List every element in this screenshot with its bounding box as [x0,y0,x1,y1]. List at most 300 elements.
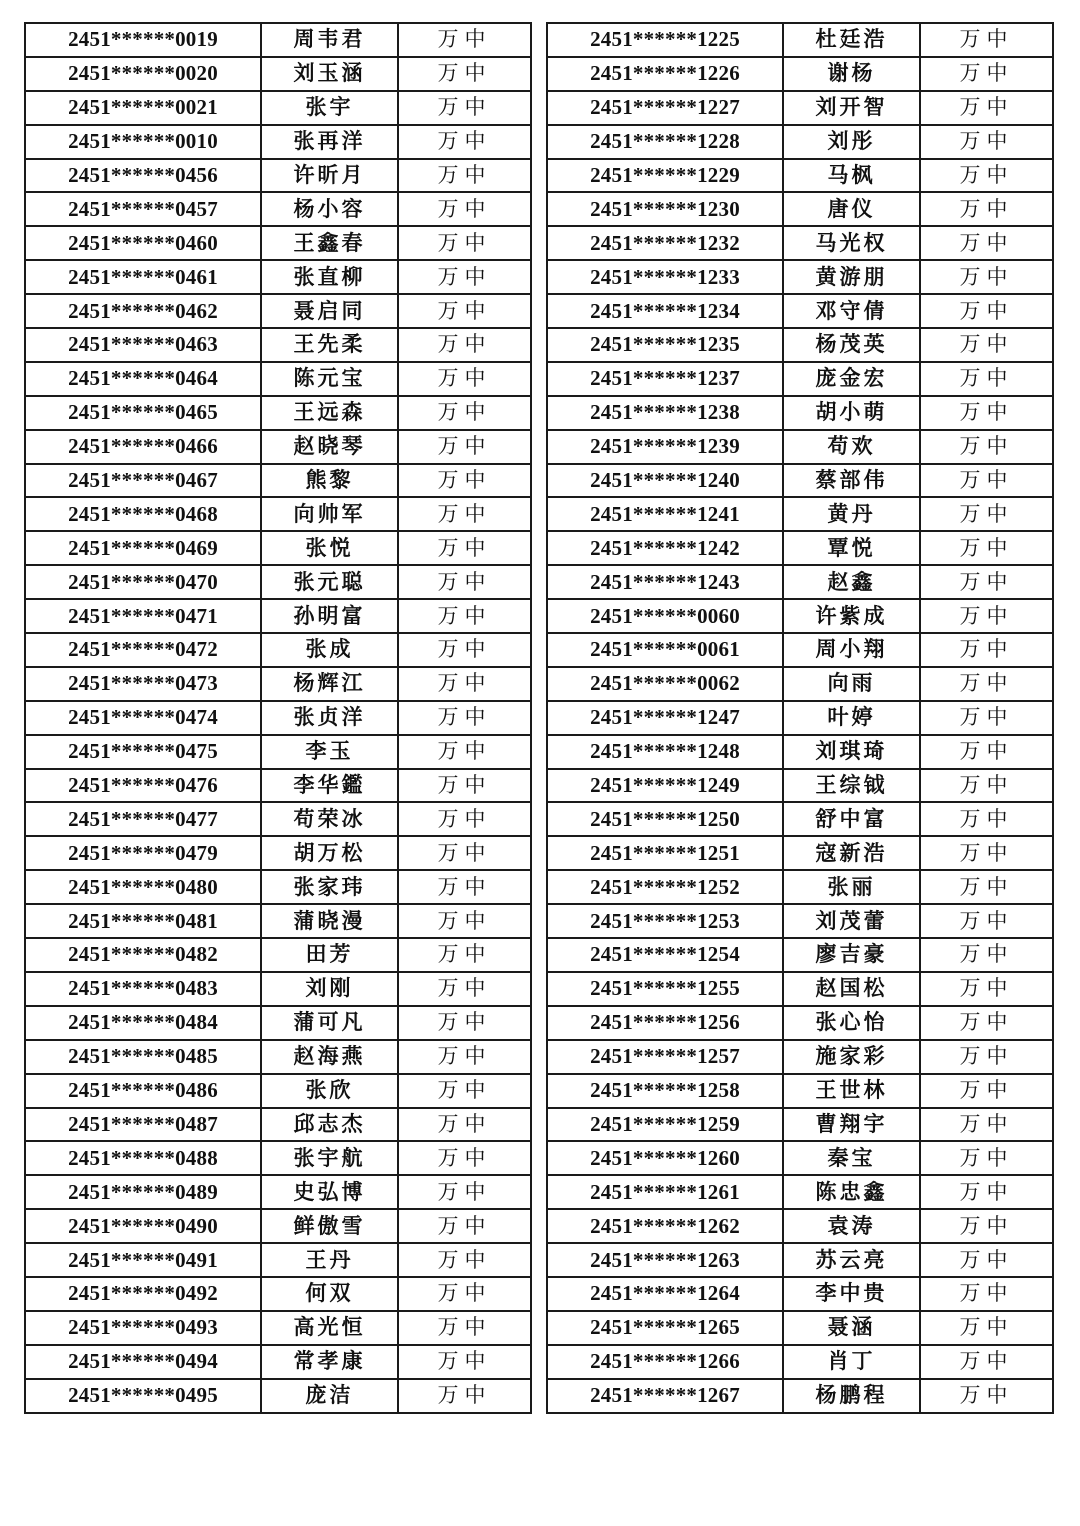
student-name-cell: 肖丁 [783,1345,920,1379]
exam-id-cell: 2451******0477 [25,802,261,836]
school-cell: 万中 [920,125,1053,159]
student-name-cell: 赵海燕 [261,1040,398,1074]
student-name-cell: 苟欢 [783,430,920,464]
school-cell: 万中 [398,633,531,667]
student-name-cell: 杨茂英 [783,328,920,362]
table-row [25,1006,531,1040]
student-name-cell: 庞金宏 [783,362,920,396]
school-cell: 万中 [920,938,1053,972]
school-cell: 万中 [398,599,531,633]
table-row [547,1040,1053,1074]
table-row [547,667,1053,701]
student-name-cell: 张丽 [783,870,920,904]
table-row [25,1141,531,1175]
school-cell: 万中 [398,1175,531,1209]
exam-id-cell: 2451******1226 [547,57,783,91]
student-name-cell: 常孝康 [261,1345,398,1379]
school-cell: 万中 [398,802,531,836]
exam-id-cell: 2451******0469 [25,531,261,565]
table-row [547,497,1053,531]
student-name-cell: 李华鑑 [261,769,398,803]
school-cell: 万中 [920,464,1053,498]
student-name-cell: 唐仪 [783,192,920,226]
school-cell: 万中 [398,1345,531,1379]
school-cell: 万中 [920,1209,1053,1243]
exam-id-cell: 2451******1234 [547,294,783,328]
table-row [25,769,531,803]
exam-id-cell: 2451******1228 [547,125,783,159]
school-cell: 万中 [920,328,1053,362]
student-name-cell: 陈元宝 [261,362,398,396]
table-row [25,565,531,599]
school-cell: 万中 [920,192,1053,226]
school-cell: 万中 [920,91,1053,125]
school-cell: 万中 [920,1141,1053,1175]
school-cell: 万中 [920,1074,1053,1108]
table-row [547,1345,1053,1379]
student-name-cell: 杨鹏程 [783,1379,920,1413]
table-row [547,531,1053,565]
table-row [25,159,531,193]
student-name-cell: 何双 [261,1277,398,1311]
table-row [25,464,531,498]
table-row [25,1277,531,1311]
table-row [25,430,531,464]
student-name-cell: 蒲可凡 [261,1006,398,1040]
school-cell: 万中 [398,1006,531,1040]
exam-id-cell: 2451******0460 [25,226,261,260]
school-cell: 万中 [920,497,1053,531]
student-table-right-body [547,23,1053,1413]
student-name-cell: 张悦 [261,531,398,565]
school-cell: 万中 [398,836,531,870]
exam-id-cell: 2451******1252 [547,870,783,904]
student-name-cell: 廖吉豪 [783,938,920,972]
table-row [547,294,1053,328]
student-name-cell: 向雨 [783,667,920,701]
school-cell: 万中 [920,836,1053,870]
exam-id-cell: 2451******0464 [25,362,261,396]
student-table-right [546,22,1054,1414]
school-cell: 万中 [398,1108,531,1142]
table-row [25,904,531,938]
exam-id-cell: 2451******1261 [547,1175,783,1209]
student-name-cell: 许昕月 [261,159,398,193]
student-name-cell: 张直柳 [261,260,398,294]
exam-id-cell: 2451******1264 [547,1277,783,1311]
table-row [25,701,531,735]
student-name-cell: 曹翔宇 [783,1108,920,1142]
school-cell: 万中 [398,1074,531,1108]
table-row [547,870,1053,904]
table-row [547,1175,1053,1209]
school-cell: 万中 [920,870,1053,904]
table-row [547,701,1053,735]
exam-id-cell: 2451******0491 [25,1243,261,1277]
table-row [547,1311,1053,1345]
exam-id-cell: 2451******1265 [547,1311,783,1345]
school-cell: 万中 [920,159,1053,193]
student-name-cell: 舒中富 [783,802,920,836]
exam-id-cell: 2451******1262 [547,1209,783,1243]
student-name-cell: 刘刚 [261,972,398,1006]
table-row [547,159,1053,193]
school-cell: 万中 [920,1108,1053,1142]
table-row [25,57,531,91]
exam-id-cell: 2451******1247 [547,701,783,735]
table-row [547,1243,1053,1277]
student-name-cell: 高光恒 [261,1311,398,1345]
table-row [25,1175,531,1209]
table-row [547,464,1053,498]
student-name-cell: 赵晓琴 [261,430,398,464]
student-name-cell: 寇新浩 [783,836,920,870]
exam-id-cell: 2451******0471 [25,599,261,633]
exam-id-cell: 2451******1250 [547,802,783,836]
exam-id-cell: 2451******1229 [547,159,783,193]
table-row [547,938,1053,972]
exam-id-cell: 2451******0470 [25,565,261,599]
table-row [547,430,1053,464]
school-cell: 万中 [398,1277,531,1311]
student-name-cell: 刘茂蕾 [783,904,920,938]
student-name-cell: 赵鑫 [783,565,920,599]
exam-id-cell: 2451******1259 [547,1108,783,1142]
school-cell: 万中 [398,735,531,769]
student-name-cell: 向帅军 [261,497,398,531]
school-cell: 万中 [920,633,1053,667]
exam-id-cell: 2451******0480 [25,870,261,904]
student-name-cell: 张心怡 [783,1006,920,1040]
school-cell: 万中 [398,91,531,125]
school-cell: 万中 [920,1379,1053,1413]
student-table-left-body [25,23,531,1413]
school-cell: 万中 [920,1277,1053,1311]
exam-id-cell: 2451******0489 [25,1175,261,1209]
exam-id-cell: 2451******0019 [25,23,261,57]
student-name-cell: 胡小萌 [783,396,920,430]
table-row [25,1379,531,1413]
school-cell: 万中 [398,497,531,531]
student-table-left [24,22,532,1414]
table-row [547,328,1053,362]
school-cell: 万中 [398,1243,531,1277]
school-cell: 万中 [920,802,1053,836]
exam-id-cell: 2451******0494 [25,1345,261,1379]
table-row [547,769,1053,803]
school-cell: 万中 [920,1040,1053,1074]
exam-id-cell: 2451******1257 [547,1040,783,1074]
school-cell: 万中 [398,125,531,159]
student-name-cell: 张欣 [261,1074,398,1108]
exam-id-cell: 2451******0472 [25,633,261,667]
school-cell: 万中 [398,565,531,599]
student-name-cell: 周韦君 [261,23,398,57]
student-name-cell: 王综钺 [783,769,920,803]
table-row [25,938,531,972]
school-cell: 万中 [398,23,531,57]
student-name-cell: 黄游朋 [783,260,920,294]
exam-id-cell: 2451******1237 [547,362,783,396]
exam-id-cell: 2451******0484 [25,1006,261,1040]
school-cell: 万中 [920,904,1053,938]
exam-id-cell: 2451******1258 [547,1074,783,1108]
school-cell: 万中 [920,565,1053,599]
exam-id-cell: 2451******0495 [25,1379,261,1413]
exam-id-cell: 2451******0457 [25,192,261,226]
student-name-cell: 熊黎 [261,464,398,498]
school-cell: 万中 [398,1209,531,1243]
student-name-cell: 庞洁 [261,1379,398,1413]
student-name-cell: 刘彤 [783,125,920,159]
student-name-cell: 张宇 [261,91,398,125]
exam-id-cell: 2451******1251 [547,836,783,870]
table-row [547,1277,1053,1311]
exam-id-cell: 2451******1255 [547,972,783,1006]
table-row [25,260,531,294]
student-name-cell: 苏云亮 [783,1243,920,1277]
student-name-cell: 杨辉江 [261,667,398,701]
table-row [547,226,1053,260]
exam-id-cell: 2451******0476 [25,769,261,803]
exam-id-cell: 2451******0490 [25,1209,261,1243]
school-cell: 万中 [920,294,1053,328]
student-name-cell: 陈忠鑫 [783,1175,920,1209]
student-name-cell: 秦宝 [783,1141,920,1175]
school-cell: 万中 [920,362,1053,396]
school-cell: 万中 [920,1311,1053,1345]
school-cell: 万中 [920,57,1053,91]
student-name-cell: 张元聪 [261,565,398,599]
table-row [25,396,531,430]
table-row [25,972,531,1006]
school-cell: 万中 [920,396,1053,430]
school-cell: 万中 [920,260,1053,294]
exam-id-cell: 2451******0492 [25,1277,261,1311]
school-cell: 万中 [920,226,1053,260]
school-cell: 万中 [398,464,531,498]
table-row [547,362,1053,396]
school-cell: 万中 [398,1141,531,1175]
table-row [547,802,1053,836]
table-row [25,91,531,125]
exam-id-cell: 2451******0483 [25,972,261,1006]
table-row [25,1345,531,1379]
exam-id-cell: 2451******0482 [25,938,261,972]
table-row [25,1209,531,1243]
table-row [25,192,531,226]
exam-id-cell: 2451******1266 [547,1345,783,1379]
exam-id-cell: 2451******1243 [547,565,783,599]
school-cell: 万中 [398,904,531,938]
table-row [25,1243,531,1277]
exam-id-cell: 2451******0486 [25,1074,261,1108]
school-cell: 万中 [398,159,531,193]
school-cell: 万中 [920,667,1053,701]
student-name-cell: 马枫 [783,159,920,193]
student-name-cell: 张再洋 [261,125,398,159]
table-row [25,735,531,769]
exam-id-cell: 2451******0473 [25,667,261,701]
table-row [547,565,1053,599]
table-row [547,260,1053,294]
school-cell: 万中 [920,1006,1053,1040]
table-row [547,23,1053,57]
student-name-cell: 黄丹 [783,497,920,531]
exam-id-cell: 2451******1232 [547,226,783,260]
student-name-cell: 施家彩 [783,1040,920,1074]
exam-id-cell: 2451******1263 [547,1243,783,1277]
exam-id-cell: 2451******1225 [547,23,783,57]
exam-id-cell: 2451******0062 [547,667,783,701]
student-name-cell: 王鑫春 [261,226,398,260]
student-name-cell: 王远森 [261,396,398,430]
exam-id-cell: 2451******0493 [25,1311,261,1345]
exam-id-cell: 2451******0461 [25,260,261,294]
student-name-cell: 张家玮 [261,870,398,904]
student-name-cell: 史弘博 [261,1175,398,1209]
school-cell: 万中 [920,735,1053,769]
school-cell: 万中 [398,294,531,328]
exam-id-cell: 2451******1249 [547,769,783,803]
table-row [25,1040,531,1074]
exam-id-cell: 2451******0467 [25,464,261,498]
table-row [25,836,531,870]
student-name-cell: 袁涛 [783,1209,920,1243]
school-cell: 万中 [920,1243,1053,1277]
exam-id-cell: 2451******1233 [547,260,783,294]
student-name-cell: 聂涵 [783,1311,920,1345]
exam-id-cell: 2451******1235 [547,328,783,362]
student-name-cell: 覃悦 [783,531,920,565]
school-cell: 万中 [920,1175,1053,1209]
exam-id-cell: 2451******1253 [547,904,783,938]
table-row [25,328,531,362]
student-name-cell: 鲜傲雪 [261,1209,398,1243]
table-row [547,735,1053,769]
table-row [547,599,1053,633]
school-cell: 万中 [398,1040,531,1074]
school-cell: 万中 [920,531,1053,565]
exam-id-cell: 2451******0488 [25,1141,261,1175]
exam-id-cell: 2451******1248 [547,735,783,769]
exam-id-cell: 2451******0465 [25,396,261,430]
exam-id-cell: 2451******0061 [547,633,783,667]
exam-id-cell: 2451******0060 [547,599,783,633]
school-cell: 万中 [920,769,1053,803]
school-cell: 万中 [398,769,531,803]
school-cell: 万中 [920,23,1053,57]
school-cell: 万中 [920,701,1053,735]
exam-id-cell: 2451******0456 [25,159,261,193]
student-name-cell: 胡万松 [261,836,398,870]
table-row [547,633,1053,667]
school-cell: 万中 [398,701,531,735]
exam-id-cell: 2451******1227 [547,91,783,125]
school-cell: 万中 [398,938,531,972]
table-row [25,633,531,667]
student-name-cell: 刘开智 [783,91,920,125]
student-name-cell: 蔡部伟 [783,464,920,498]
exam-id-cell: 2451******0010 [25,125,261,159]
exam-id-cell: 2451******0475 [25,735,261,769]
exam-id-cell: 2451******1260 [547,1141,783,1175]
school-cell: 万中 [398,260,531,294]
exam-id-cell: 2451******1230 [547,192,783,226]
student-name-cell: 刘玉涵 [261,57,398,91]
table-row [25,802,531,836]
student-name-cell: 叶婷 [783,701,920,735]
table-row [25,226,531,260]
student-name-cell: 张成 [261,633,398,667]
student-name-cell: 张贞洋 [261,701,398,735]
table-row [547,1141,1053,1175]
student-name-cell: 王世林 [783,1074,920,1108]
exam-id-cell: 2451******0481 [25,904,261,938]
school-cell: 万中 [920,972,1053,1006]
school-cell: 万中 [398,328,531,362]
student-name-cell: 赵国松 [783,972,920,1006]
school-cell: 万中 [920,599,1053,633]
exam-id-cell: 2451******0462 [25,294,261,328]
table-row [25,531,531,565]
table-row [25,294,531,328]
table-row [547,904,1053,938]
school-cell: 万中 [398,667,531,701]
table-row [25,125,531,159]
student-name-cell: 张宇航 [261,1141,398,1175]
table-row [547,1379,1053,1413]
student-name-cell: 杨小容 [261,192,398,226]
table-row [547,1108,1053,1142]
exam-id-cell: 2451******1267 [547,1379,783,1413]
school-cell: 万中 [398,1379,531,1413]
exam-id-cell: 2451******1241 [547,497,783,531]
exam-id-cell: 2451******1240 [547,464,783,498]
exam-id-cell: 2451******0463 [25,328,261,362]
student-name-cell: 李玉 [261,735,398,769]
student-name-cell: 刘琪琦 [783,735,920,769]
school-cell: 万中 [398,430,531,464]
student-name-cell: 邓守倩 [783,294,920,328]
school-cell: 万中 [398,531,531,565]
table-row [547,972,1053,1006]
student-name-cell: 李中贵 [783,1277,920,1311]
student-name-cell: 蒲晓漫 [261,904,398,938]
school-cell: 万中 [398,870,531,904]
exam-id-cell: 2451******0485 [25,1040,261,1074]
student-name-cell: 邱志杰 [261,1108,398,1142]
table-row [547,836,1053,870]
table-row [547,1074,1053,1108]
table-row [25,1108,531,1142]
table-row [547,396,1053,430]
school-cell: 万中 [398,362,531,396]
school-cell: 万中 [398,192,531,226]
table-row [25,23,531,57]
exam-id-cell: 2451******0468 [25,497,261,531]
school-cell: 万中 [398,972,531,1006]
student-name-cell: 田芳 [261,938,398,972]
exam-id-cell: 2451******0020 [25,57,261,91]
table-row [25,1311,531,1345]
exam-id-cell: 2451******0466 [25,430,261,464]
table-row [547,1209,1053,1243]
table-row [25,1074,531,1108]
student-name-cell: 孙明富 [261,599,398,633]
student-name-cell: 王丹 [261,1243,398,1277]
table-row [547,192,1053,226]
